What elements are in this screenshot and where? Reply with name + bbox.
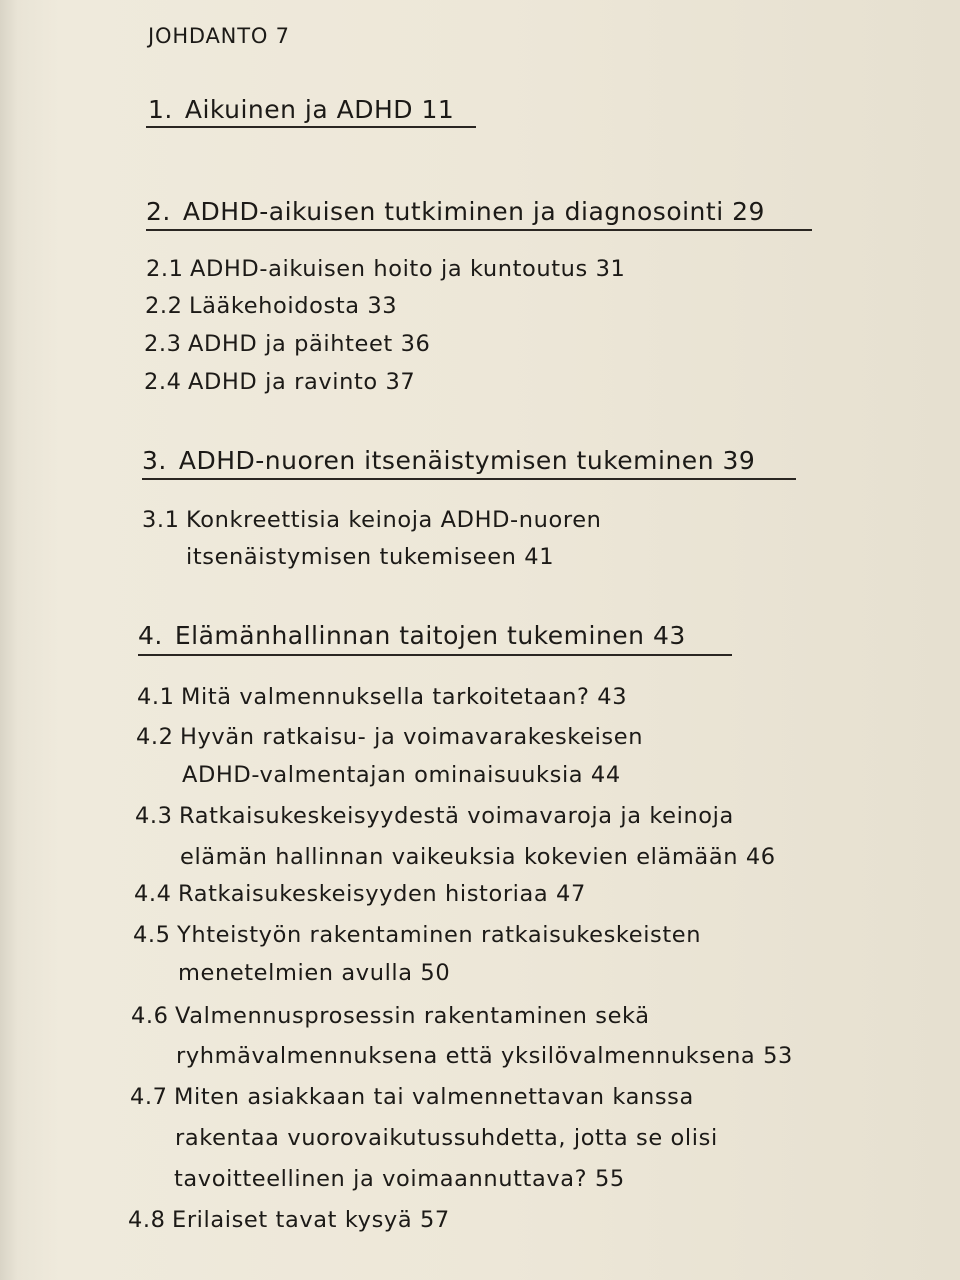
section-number: 2.2 [145, 293, 183, 319]
section-4-1 [137, 683, 627, 711]
chapter-4-underline [138, 654, 732, 656]
section-3-1-continued: itsenäistymisen tukemiseen 41 [186, 544, 555, 570]
chapter-1-heading [148, 96, 454, 124]
chapter-4-heading [138, 622, 686, 650]
section-title: Yhteistyön rakentaminen ratkaisukeskeisten [177, 922, 702, 948]
section-number: 3.1 [142, 507, 180, 533]
section-number: 4.4 [134, 881, 172, 907]
section-title: Konkreettisia keinoja ADHD-nuoren [186, 507, 602, 533]
section-number: 4.8 [128, 1207, 166, 1233]
section-4-7-continued: rakentaa vuorovaikutussuhdetta, jotta se olisi [175, 1125, 718, 1151]
section-title: Valmennusprosessin rakentaminen sekä [175, 1003, 650, 1029]
section-4-6-continued: ryhmävalmennuksena että yksilövalmennuksena 53 [176, 1043, 793, 1069]
chapter-title: Elämänhallinnan taitojen tukeminen 43 [174, 621, 686, 650]
section-4-2 [136, 723, 643, 751]
section-title: ADHD ja päihteet 36 [188, 331, 431, 357]
section-3-1 [142, 506, 602, 534]
chapter-title: ADHD-nuoren itsenäistymisen tukeminen 39 [178, 446, 756, 475]
section-4-7 [130, 1083, 694, 1111]
section-4-5-continued: menetelmien avulla 50 [178, 960, 451, 986]
section-number: 4.1 [137, 684, 175, 710]
section-number: 2.3 [144, 331, 182, 357]
section-number: 2.1 [146, 256, 184, 282]
section-title: Lääkehoidosta 33 [189, 293, 398, 319]
section-4-8 [128, 1206, 450, 1234]
section-2-4 [144, 368, 415, 396]
section-2-3 [144, 330, 430, 358]
section-title: Miten asiakkaan tai valmennettavan kanssa [174, 1084, 694, 1110]
section-number: 4.6 [131, 1003, 169, 1029]
intro-entry: JOHDANTO 7 [148, 24, 290, 48]
chapter-number: 2. [146, 197, 171, 226]
chapter-number: 1. [148, 95, 173, 124]
section-title: Erilaiset tavat kysyä 57 [172, 1207, 450, 1233]
section-number: 4.2 [136, 724, 174, 750]
chapter-2-underline [146, 229, 812, 231]
chapter-2-heading [146, 198, 765, 226]
section-4-7-continued-2: tavoitteellinen ja voimaannuttava? 55 [174, 1166, 625, 1192]
section-title: Hyvän ratkaisu- ja voimavarakeskeisen [180, 724, 644, 750]
section-number: 4.5 [133, 922, 171, 948]
section-title: Mitä valmennuksella tarkoitetaan? 43 [181, 684, 628, 710]
section-4-3 [135, 802, 734, 830]
section-title: ADHD-aikuisen hoito ja kuntoutus 31 [190, 256, 626, 282]
section-title: Ratkaisukeskeisyydestä voimavaroja ja keinoja [179, 803, 734, 829]
chapter-3-underline [142, 478, 796, 480]
section-4-5 [133, 921, 701, 949]
section-number: 4.3 [135, 803, 173, 829]
section-title: Ratkaisukeskeisyyden historiaa 47 [178, 881, 586, 907]
chapter-number: 4. [138, 621, 163, 650]
section-4-2-continued: ADHD-valmentajan ominaisuuksia 44 [182, 762, 621, 788]
section-2-1 [146, 255, 625, 283]
section-title: ADHD ja ravinto 37 [188, 369, 416, 395]
section-number: 4.7 [130, 1084, 168, 1110]
section-4-3-continued: elämän hallinnan vaikeuksia kokevien elämään 46 [180, 844, 776, 870]
chapter-3-heading [142, 447, 755, 475]
chapter-number: 3. [142, 446, 167, 475]
chapter-title: ADHD-aikuisen tutkiminen ja diagnosointi 29 [182, 197, 765, 226]
chapter-title: Aikuinen ja ADHD 11 [184, 95, 455, 124]
section-number: 2.4 [144, 369, 182, 395]
chapter-1-underline [146, 126, 476, 128]
section-4-4 [134, 880, 586, 908]
section-2-2 [145, 292, 397, 320]
section-4-6 [131, 1002, 650, 1030]
